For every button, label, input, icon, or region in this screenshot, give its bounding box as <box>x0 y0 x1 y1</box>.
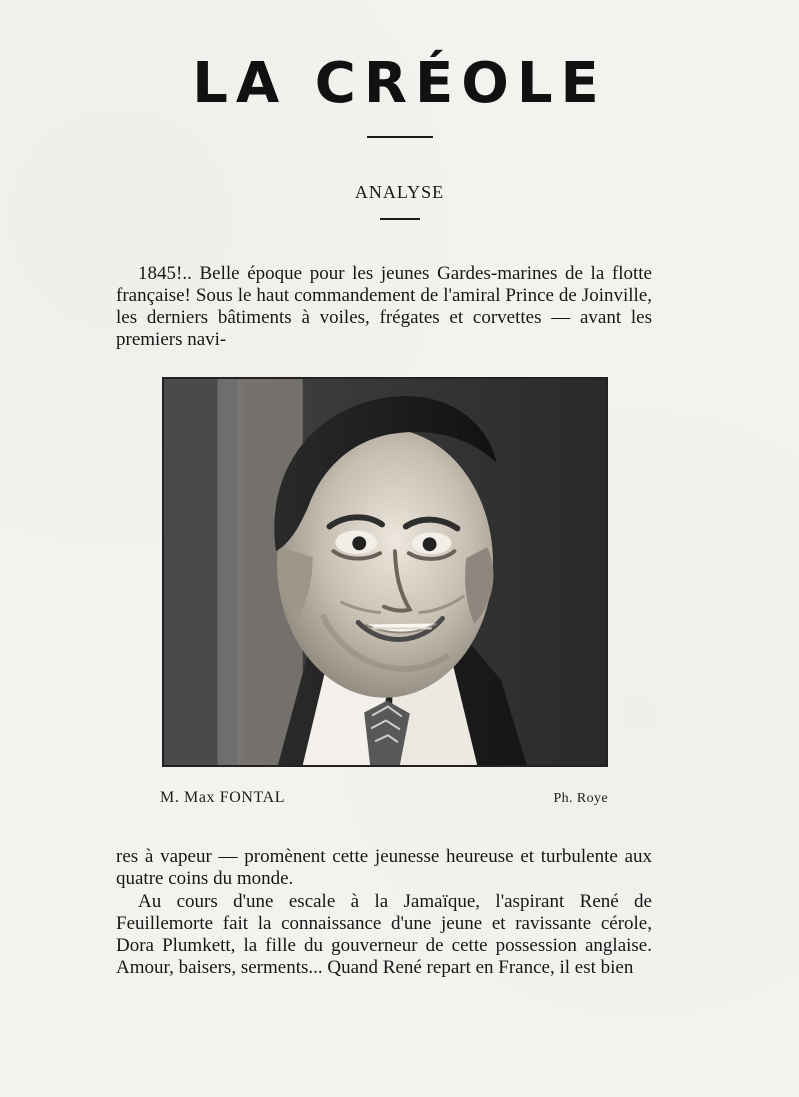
section-rule <box>380 218 420 220</box>
portrait-photo <box>162 377 608 767</box>
paragraph-continuation <box>116 846 652 890</box>
paragraph-story <box>116 891 652 979</box>
paragraph-text-1: 1845!.. Belle époque pour les jeunes Gardes-marines de la flotte française! Sous le haut commandement de l'amiral Prince de Joinville, les derniers bâtiments à voiles, frégates et corvettes — avant les premiers navi- <box>116 263 652 350</box>
portrait-illustration <box>164 379 606 765</box>
section-heading: ANALYSE <box>354 182 445 202</box>
title-rule <box>367 136 433 138</box>
photo-caption-subject: M. Max FONTAL <box>160 789 286 806</box>
paragraph-intro <box>116 263 652 351</box>
page-title: LA CRÉOLE <box>192 51 607 116</box>
photo-caption-credit: Ph. Roye <box>553 791 608 806</box>
paragraph-text-2: res à vapeur — promènent cette jeunesse heureuse et turbulente aux quatre coins du monde. <box>116 846 652 889</box>
paragraph-text-3: Au cours d'une escale à la Jamaïque, l'aspirant René de Feuillemorte fait la connaissance d'une jeune et ravissante cérole, Dora Plumkett, la fille du gouverneur de cette possession anglaise. Amour, baisers, serments... Quand René repart en France, il est bien <box>116 891 652 978</box>
